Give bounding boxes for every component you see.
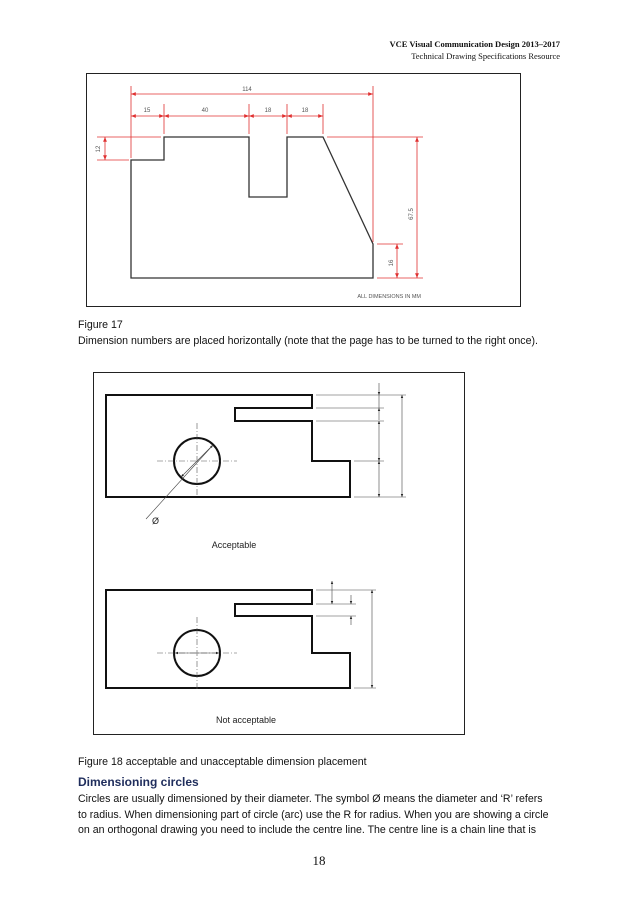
figure-18-caption: Figure 18 acceptable and unacceptable dimension placement — [78, 756, 367, 768]
acceptable-part-outline — [106, 395, 350, 497]
figure-17-description: Dimension numbers are placed horizontally (note that the page has to be turned to the right once). — [78, 334, 538, 347]
dim-18b: 18 — [301, 108, 309, 114]
figure-18-drawing — [93, 372, 465, 735]
figure-17-svg — [87, 74, 520, 306]
dim-114: 114 — [242, 87, 252, 93]
figure-18-svg — [94, 373, 464, 734]
not-acceptable-drawing — [106, 581, 376, 725]
section-heading: Dimensioning circles — [78, 775, 199, 789]
dim-15: 15 — [143, 108, 151, 114]
dim-16: 16 — [389, 259, 395, 267]
body-line-2: to radius. When dimensioning part of circle (arc) use the R for radius. When you are showing a circle — [78, 808, 549, 821]
diameter-symbol: Ø — [152, 516, 160, 526]
figure-17-label: Figure 17 — [78, 319, 123, 331]
figure-17-drawing — [86, 73, 521, 307]
page-header — [390, 38, 561, 62]
dim-40: 40 — [201, 108, 209, 114]
header-title: VCE Visual Communication Design 2013–2017 — [389, 39, 560, 49]
not-acceptable-part-outline — [106, 590, 350, 688]
units-note: ALL DIMENSIONS IN MM — [357, 294, 421, 300]
not-acceptable-label: Not acceptable — [215, 715, 277, 725]
dim-18a: 18 — [264, 108, 272, 114]
acceptable-drawing — [106, 383, 406, 550]
figure-17-caption — [78, 318, 578, 349]
body-line-1: Circles are usually dimensioned by their diameter. The symbol Ø means the diameter and ‘R’ refers — [78, 793, 543, 805]
page-number: 18 — [312, 853, 326, 868]
dim-12: 12 — [96, 145, 102, 153]
dim-67-5: 67.5 — [409, 208, 415, 220]
acceptable-label: Acceptable — [211, 540, 257, 550]
header-subtitle: Technical Drawing Specifications Resource — [411, 51, 560, 61]
section-body — [78, 792, 564, 839]
body-line-3: on an orthogonal drawing you need to include the centre line. The centre line is a chain line that is — [78, 824, 536, 836]
part-outline — [131, 137, 373, 278]
